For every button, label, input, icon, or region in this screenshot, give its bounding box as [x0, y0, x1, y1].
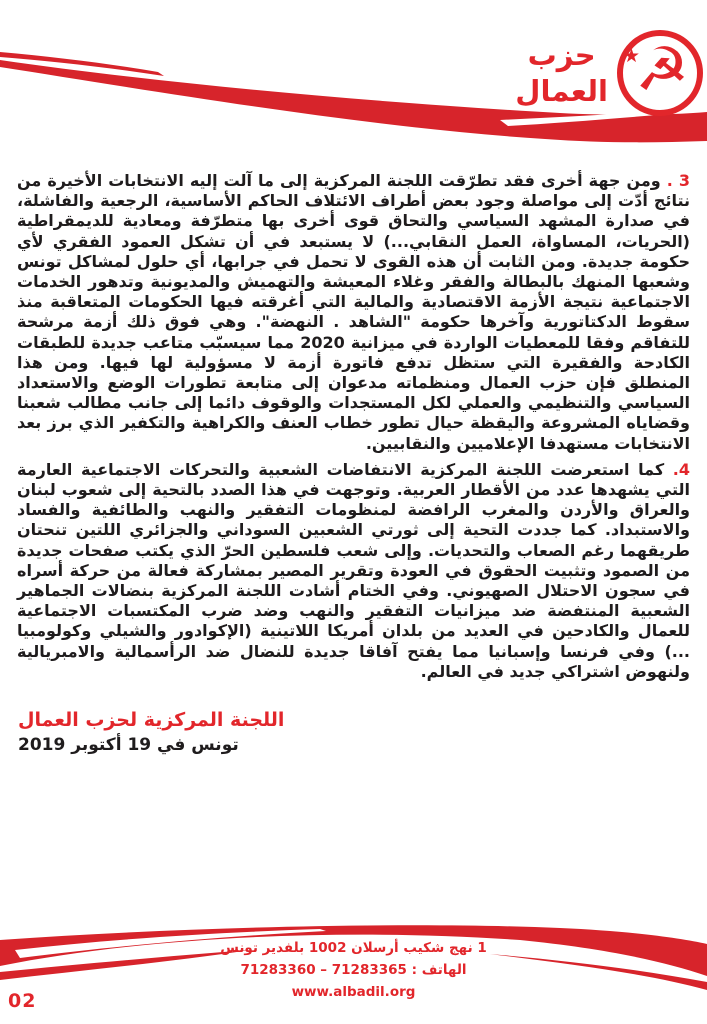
hammer-sickle-icon: ☭: [635, 35, 689, 105]
page-number: 02: [8, 990, 37, 1012]
party-emblem: [617, 30, 703, 116]
logo-name-line2: العمال: [515, 74, 608, 108]
paragraph-3-number: 3 .: [666, 171, 691, 190]
paragraph-3: [17, 171, 690, 454]
party-logo: [515, 30, 703, 116]
footer: [0, 937, 707, 1003]
signature-committee: اللجنة المركزية لحزب العمال: [18, 709, 285, 731]
signature-date-place: تونس في 19 أكتوبر 2019: [18, 735, 239, 755]
paragraph-4-text: كما استعرضت اللجنة المركزية الانتفاضات الشعبية والتحركات الاجتماعية العارمة التي يشهدها عدد من الأقطار العربية. وتوجهت في هذا الصدد بالتحية إلى شعوب لبنان والعراق والأردن والمغرب الرافضة لمنظومات التفقير والنهب والطائفية والفساد والاستبداد. كما جددت التحية إلى ثورتي الشعبين السوداني والجزائري اللتين تنحتان طريقهما رغم الصعاب والتحديات. وإلى شعب فلسطين الحرّ الذي يكتب صفحات جديدة من الصمود وتثبيت الحقوق في العودة وتقرير المصير بمشاركة فعالة من حركة أسراه في سجون الاحتلال الصهيوني. وفي الختام أشادت اللجنة المركزية بنضالات الجماهير الشعبية المنتفضة ضد ميزانيات التفقير والنهب وضد ضرب المكتسبات الاجتماعية للعمال والكادحين في العديد من بلدان أمريكا اللاتينية (الإكوادور والشيلي وكولومبيا ...) وفي فرنسا وإسبانيا مما يفتح آفاقا جديدة للنضال ضد الرأسمالية والامبريالية ولنهوض اشتراكي جديد في العالم.: [17, 459, 690, 681]
footer-website: www.albadil.org: [291, 984, 416, 1000]
star-icon: ★: [623, 45, 641, 67]
paragraph-4-number: 4.: [672, 459, 691, 479]
document-body: [17, 171, 690, 688]
paragraph-4: [17, 460, 690, 682]
footer-phone: الهاتف : 71283365 – 71283360: [240, 962, 467, 978]
logo-name-line1: حزب: [527, 38, 596, 72]
signature-block: [18, 708, 284, 756]
footer-address: 1 نهج شكيب أرسلان 1002 بلفدير تونس: [220, 940, 487, 956]
paragraph-3-text: ومن جهة أخرى فقد تطرّقت اللجنة المركزية إلى ما آلت إليه الانتخابات الأخيرة من نتائج أدّت إلى مواصلة وجود بعض أطراف الائتلاف الحاكم الأساسية، الرجعية والفاشلة، في صدارة المشهد السياسي والتحاق قوى أخرى بها متطرّفة ومعادية للديمقراطية (الحريات، المساواة، العمل النقابي...) لا يستبعد في أن تشكل العمود الفقري لأي حكومة جديدة. ومن الثابت أن هذه القوى لا تحمل في جرابها، أي حلول لمشاكل تونس وشعبها المنهك بالبطالة والفقر وغلاء المعيشة والتهميش والمديونية وتدهور الخدمات الاجتماعية نتيجة الأزمة الاقتصادية والمالية التي أغرقته فيها الحكومات المتعاقبة منذ سقوط الدكتاتورية وآخرها حكومة "الشاهد . النهضة". وهي فوق ذلك أزمة مرشحة للتفاقم وفقا للمعطيات الواردة في ميزانية 2020 مما سيسبّب متاعب جديدة للطبقات الكادحة والفقيرة التي ستظل تدفع فاتورة أزمة لا مسؤولية لها فيها. ومن هذا المنطلق فإن حزب العمال ومنظماته مدعوان إلى متابعة تطورات الوضع والاستعداد السياسي والتنظيمي والعملي لكل المستجدات والوقوف دائما إلى جانب مطالب شعبنا وقضاياه المشروعة واليقظة حيال تطور خطاب العنف والكراهية والتكفير الذي برز بعد الانتخابات مستهدفا الإعلاميين والنقابيين.: [17, 171, 691, 453]
party-logo-name: [515, 37, 608, 109]
